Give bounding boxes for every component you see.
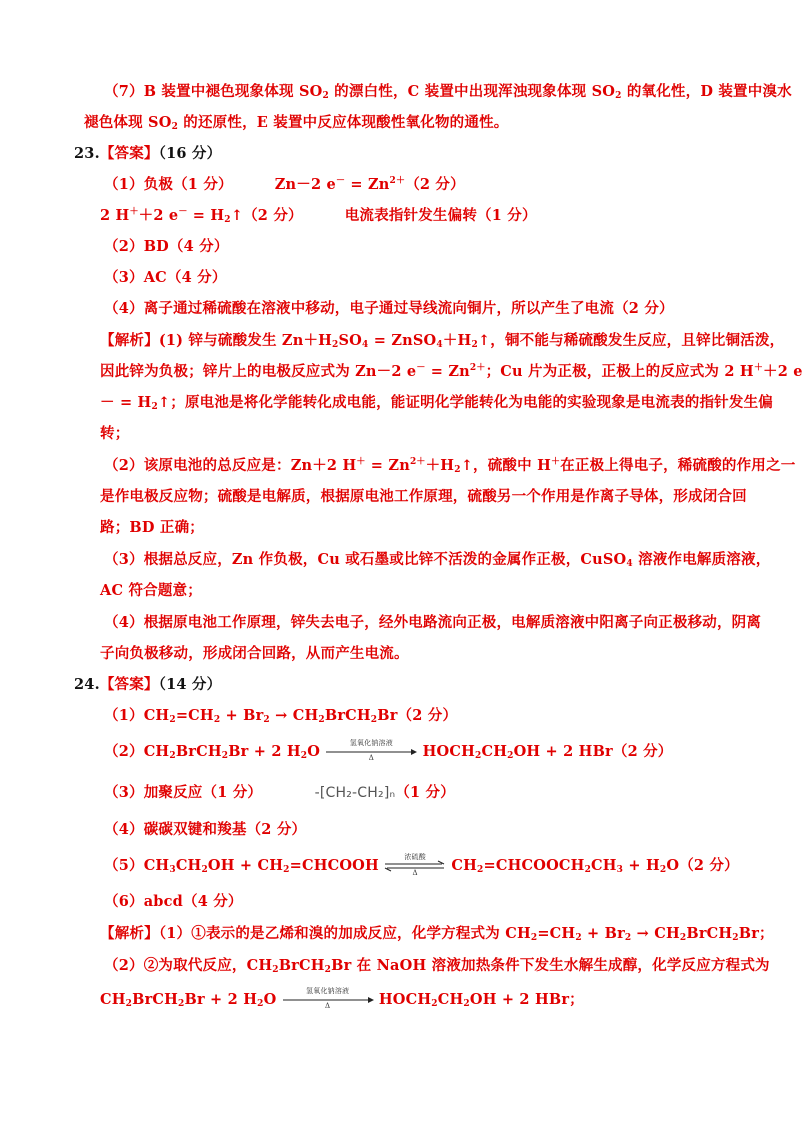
q24-answer-2: $(2)CH_2BrCH_2Br + 2$ $H_2O$ 氢氧化钠溶液 Δ $HOCH_2CH_2OH + 2$ HBr（2 分） bbox=[104, 739, 673, 762]
q24-explain-2-equation: $CH_2BrCH_2Br + 2$ $H_2O$ 氢氧化钠溶液 Δ $HOCH_2CH_2OH + 2$ HBr； bbox=[100, 987, 584, 1010]
q23-explain-4-line2: 子向负极移动，形成闭合回路，从而产生电流。 bbox=[100, 645, 409, 662]
answer-tag: 【答案】 bbox=[99, 145, 159, 162]
q23-explain-3-line2: AC 符合题意； bbox=[100, 582, 202, 599]
q23-explain-2-line2: 是作电极反应物；硫酸是电解质，根据原电池工作原理，硫酸另一个作用是作离子导体，形成闭合回 bbox=[100, 488, 747, 505]
reaction-condition-arrow: 氢氧化钠溶液 Δ bbox=[325, 742, 417, 762]
q22-part7-line2: 褪色体现 $SO_2$ 的还原性，E 装置中反应体现酸性氧化物的通性。 bbox=[84, 114, 509, 132]
polyethylene-formula: -[CH₂-CH₂]ₙ bbox=[314, 785, 396, 801]
reversible-condition-arrow: 浓硫酸 Δ bbox=[384, 856, 446, 876]
q23-answer-4: （4）离子通过稀硫酸在溶液中移动，电子通过导线流向铜片，所以产生了电流（2 分） bbox=[104, 300, 674, 317]
q24-answer-1: $(1)CH_2=CH_2 + Br_2$ → $CH_2BrCH_2Br(2$ 分） bbox=[104, 707, 458, 725]
q24-header: 24.【答案】（14 分） bbox=[74, 676, 222, 693]
reaction-arrow-icon: → bbox=[636, 925, 649, 942]
q23-explain-2-line3: 路；BD 正确； bbox=[100, 519, 204, 536]
q23-answer-3: （3）AC（4 分） bbox=[104, 269, 227, 286]
q23-explain-1-line3: － = $H_2↑$；原电池是将化学能转化成电能，能证明化学能转化为电能的实验现象是电流表的指针发生偏 bbox=[100, 394, 773, 412]
q23-explain-1-line1: 【解析】(1) 锌与硫酸发生 $Zn+H_2SO_4$ = $ZnSO_4+H_2↑$，铜不能与稀硫酸发生反应，且锌比铜活泼， bbox=[100, 332, 785, 350]
explain-tag: 【解析】 bbox=[100, 332, 159, 349]
answer-tag: 【答案】 bbox=[99, 676, 159, 693]
q23-explain-1-line4: 转； bbox=[100, 425, 130, 442]
q24-answer-5: $(5)CH_3CH_2OH$ + $CH_2=CHCOOH$ 浓硫酸 Δ $CH_2=CHCOOCH_2CH_3 + H_2O(2$ 分） bbox=[104, 853, 739, 877]
q23-explain-3-line1: （3）根据总反应，Zn 作负极，Cu 或石墨或比锌不活泼的金属作正极，CuSO$_4$ 溶液作电解质溶液， bbox=[104, 551, 771, 569]
q23-answer-2: （2）BD（4 分） bbox=[104, 238, 229, 255]
q23-answer-1b: 2 H＋＋2 $e^- = H_2↑(2$ 分） 电流表指针发生偏转（1 分） bbox=[100, 207, 537, 225]
q22-part7-line1: （7）B 装置中褪色现象体现 $SO_2$ 的漂白性，C 装置中出现浑浊现象体现 $SO_2$ 的氧化性，D 装置中溴水 bbox=[104, 83, 792, 101]
q23-answer-1: （1）负极（1 分） Zn－2 $e^- = Zn^{2+}(2$ 分） bbox=[104, 176, 465, 193]
q24-answer-6: （6）abcd（4 分） bbox=[104, 893, 243, 910]
q24-answer-3: （3）加聚反应（1 分） -[CH₂-CH₂]ₙ（1 分） bbox=[104, 784, 455, 801]
q24-explain-1: 【解析】（1）①表示的是乙烯和溴的加成反应，化学方程式为 $CH_2=CH_2 + Br_2$ → $CH_2BrCH_2Br$； bbox=[100, 925, 774, 943]
q23-explain-1-line2: 因此锌为负极；锌片上的电极反应式为 Zn－2 $e^- = Zn^{2+}$；Cu 片为正极，正极上的反应式为 2 H＋＋2 e bbox=[100, 363, 803, 380]
question-number: 23. bbox=[74, 145, 100, 162]
reaction-arrow-icon: → bbox=[275, 707, 288, 724]
q24-answer-4: （4）碳碳双键和羧基（2 分） bbox=[104, 821, 307, 838]
q24-explain-2: （2）②为取代反应，$CH_2BrCH_2Br$ 在 NaOH 溶液加热条件下发生水解生成醇，化学反应方程式为 bbox=[104, 957, 770, 975]
q23-explain-2-line1: （2）该原电池的总反应是：Zn＋2 $H^+ = Zn^{2+}+H_2↑$，硫酸中 H＋在正极上得电子，稀硫酸的作用之一 bbox=[104, 457, 796, 475]
q23-header: 23.【答案】（16 分） bbox=[74, 145, 222, 162]
question-number: 24. bbox=[74, 676, 100, 693]
q23-explain-4-line1: （4）根据原电池工作原理，锌失去电子，经外电路流向正极，电解质溶液中阳离子向正极移动，阴离 bbox=[104, 614, 762, 631]
explain-tag: 【解析】 bbox=[100, 925, 159, 942]
reaction-condition-arrow: 氢氧化钠溶液 Δ bbox=[282, 990, 374, 1010]
